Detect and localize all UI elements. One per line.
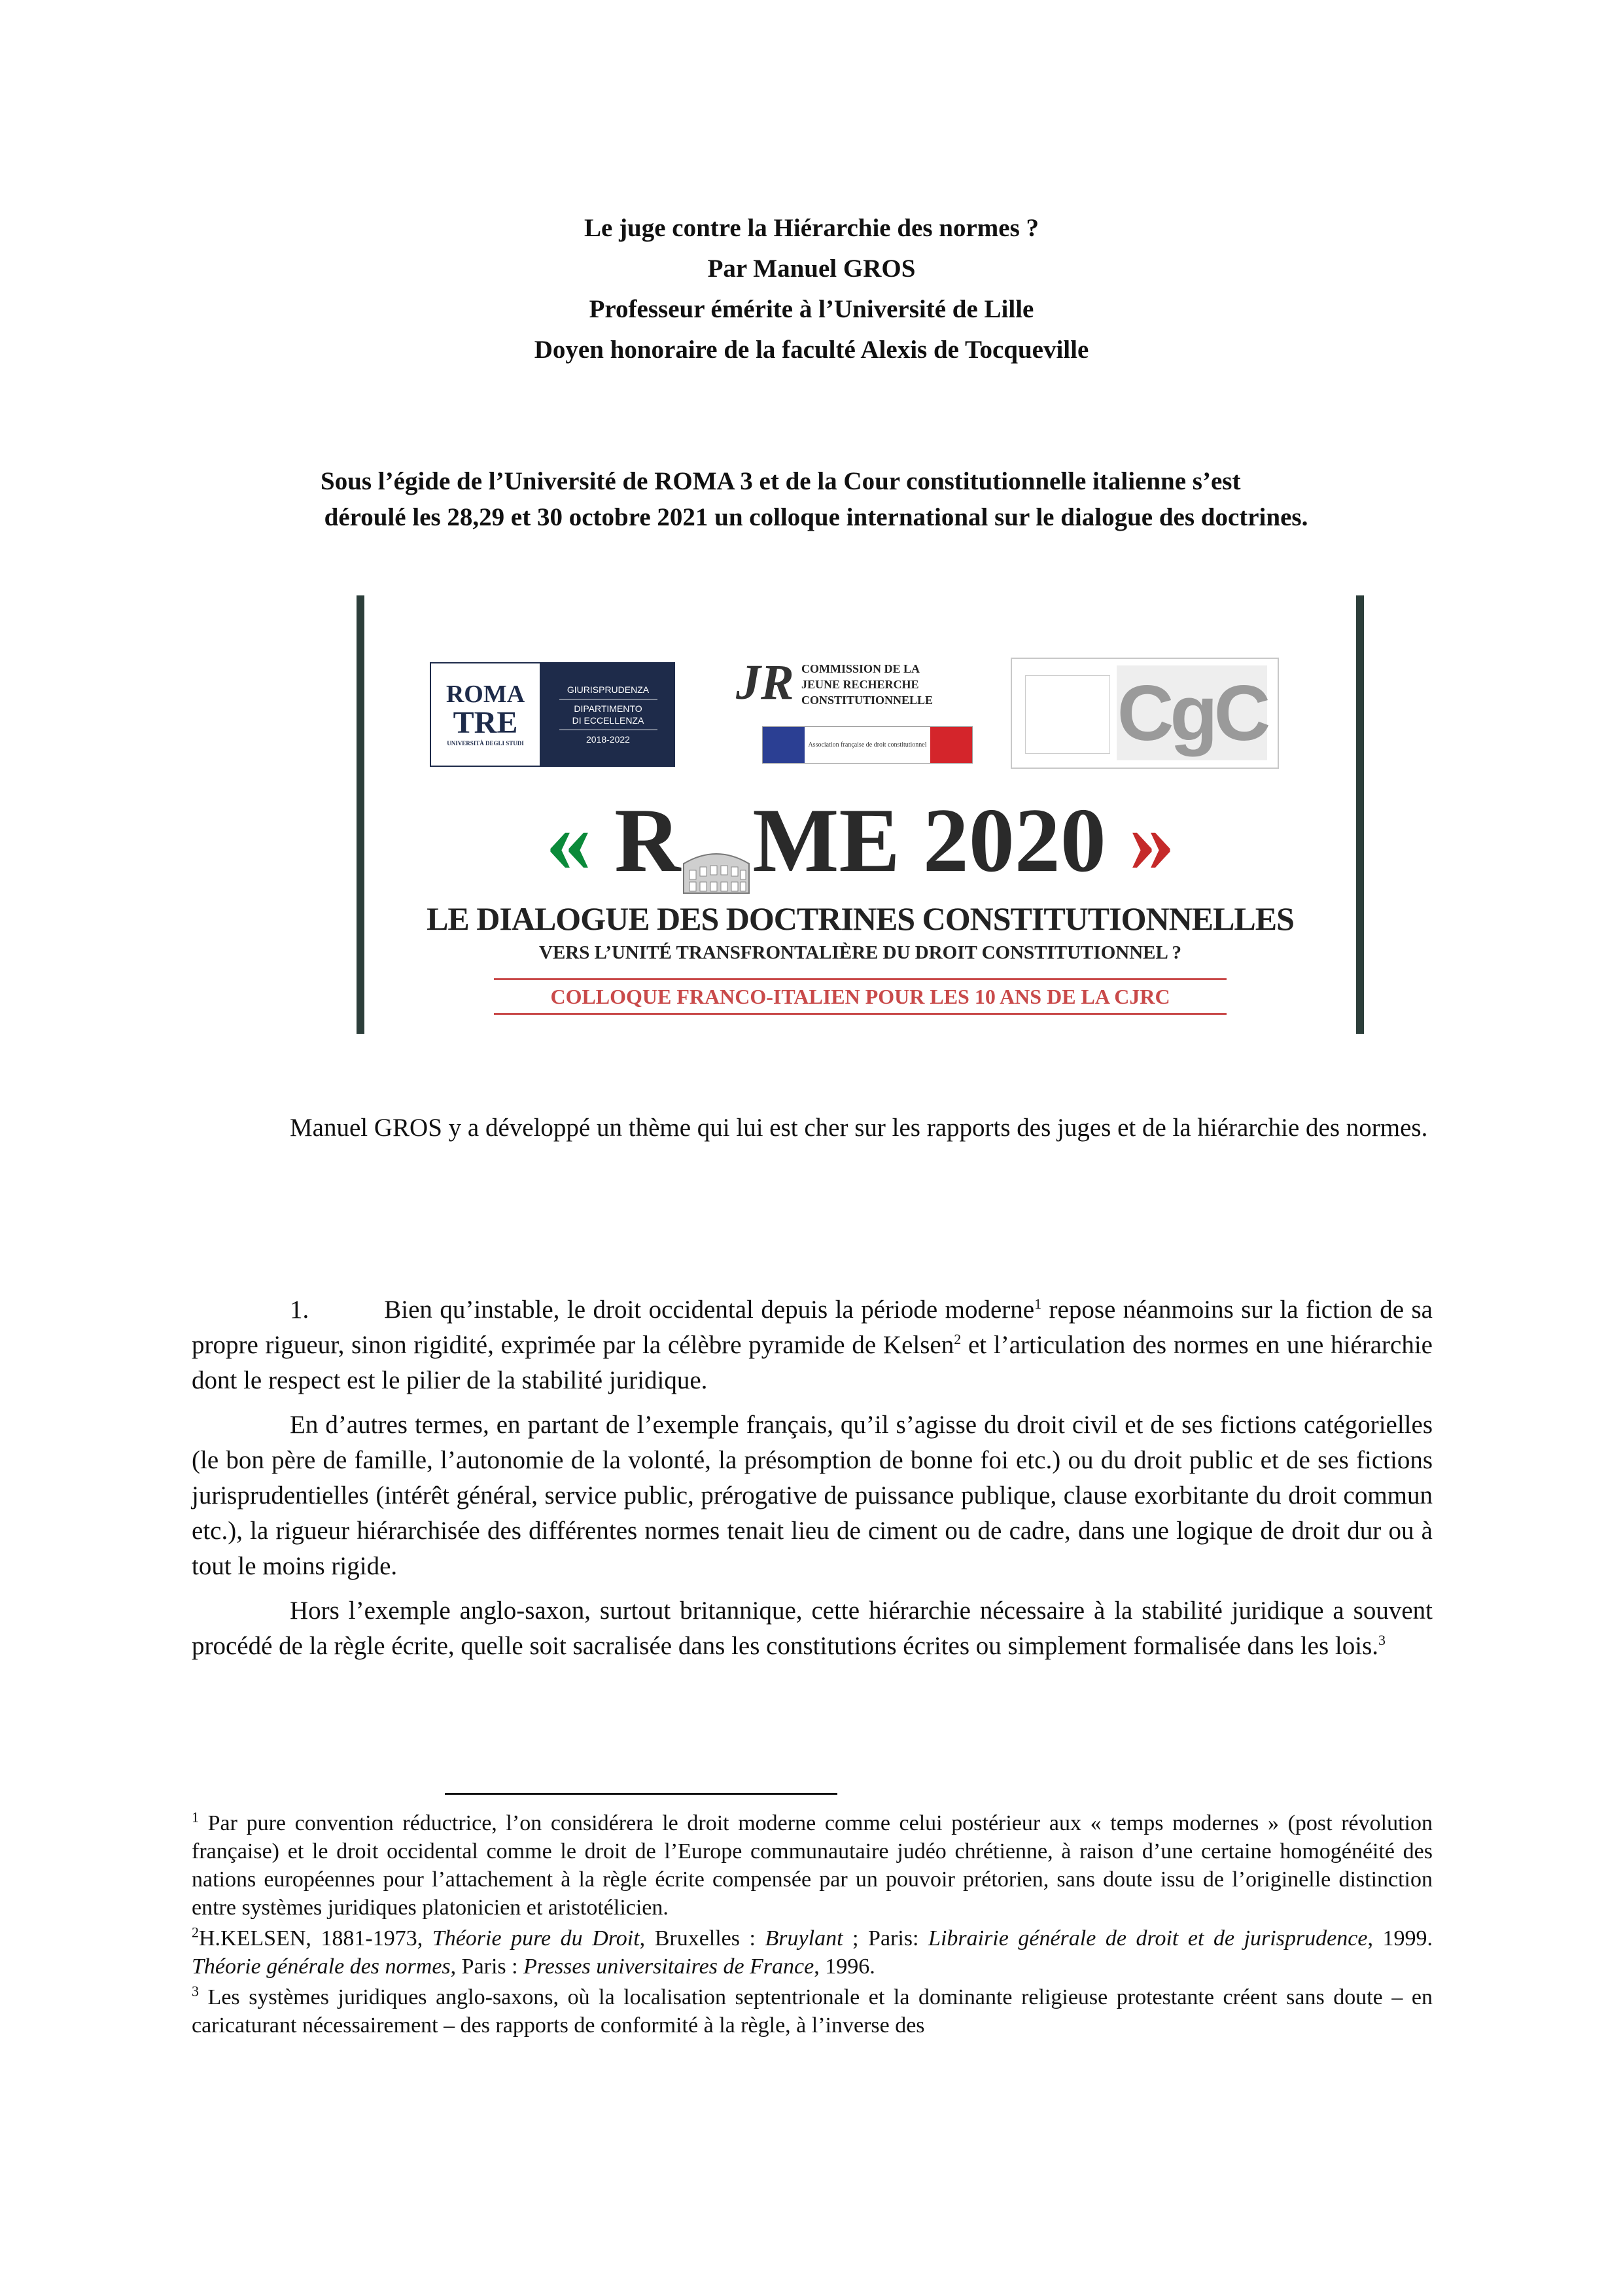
footnote-2: $^2$H.KELSEN, 1881-1973, Théorie pure du Droit, Bruxelles : Bruylant ; Paris: Librairie générale de droit et de jurisprudence, 1999. Théorie générale des normes, Paris : Presses universitaires de France, 1996. bbox=[192, 1924, 1433, 1979]
footnote-separator bbox=[445, 1793, 837, 1795]
author-line: Par Manuel GROS bbox=[707, 255, 916, 283]
section-number: 1. bbox=[290, 1296, 309, 1324]
intro-line-2-block bbox=[236, 499, 1397, 535]
footnotes bbox=[192, 1809, 1433, 2042]
footnote-ref-2[interactable]: 2 bbox=[954, 1331, 962, 1347]
universita-logo-text: UNIVERSITÀ DEGLI STUDI bbox=[447, 740, 524, 747]
colosseum-icon bbox=[680, 821, 752, 879]
roma-logo-text: ROMA bbox=[445, 680, 525, 708]
article-title: Le juge contre la Hiérarchie des normes ? bbox=[584, 214, 1039, 242]
footnote-3: $^3$ Les systèmes juridiques anglo-saxons, où la localisation septentrionale et la dominante religieuse protestante créent sans doute – en caricaturant nécessairement – des rapports de conformité à la règle, à l’inverse des bbox=[192, 1983, 1433, 2038]
tre-logo-text: TRE bbox=[453, 705, 518, 740]
footnote-ref-1[interactable]: 1 bbox=[1034, 1296, 1042, 1312]
conference-banner-image bbox=[357, 595, 1364, 1034]
footnote-1: $^1$ Par pure convention réductrice, l’on considérera le droit moderne comme celui postérieur aux « temps modernes » (post révolution française) et le droit occidental comme le droit de l’Europe communautaire judéo chrétienne, à raison d’une certaine homogénéité des nations européennes pour l’attachement à la règle écrite compensée par un pouvoir prétorien, sans doute issu de l’originelle distinction entre systèmes juridiques platonicien et aristotélicien. bbox=[192, 1809, 1433, 1920]
footnote-ref-3[interactable]: 3 bbox=[1378, 1632, 1386, 1648]
banner-colloque-line: COLLOQUE FRANCO-ITALIEN POUR LES 10 ANS DE LA CJRC bbox=[494, 978, 1227, 1015]
theme-paragraph: Manuel GROS y a développé un thème qui lui est cher sur les rapports des juges et de la hiérarchie des normes. bbox=[290, 1114, 1428, 1142]
section-1-paragraph-3: Hors l’exemple anglo-saxon, surtout britannique, cette hiérarchie nécessaire à la stabilité juridique a souvent procédé de la règle écrite, quelle soit sacralisée dans les constitutions écrites ou simplement formalisée dans les lois.$^3$ bbox=[192, 1597, 1433, 1660]
jr-monogram: JR bbox=[736, 655, 794, 710]
author-position: Professeur émérite à l’Université de Lille bbox=[589, 295, 1034, 323]
title-block bbox=[0, 208, 1623, 370]
section-1-paragraph-2: En d’autres termes, en partant de l’exemple français, qu’il s’agisse du droit civil et de ses fictions catégorielles (le bon père de famille, l’autonomie de la volonté, la présomption de bonne foi etc.) ou du droit public et de ses fictions jurisprudentielles (intérêt général, service public, prérogative de puissance publique, clause exorbitante du droit commun etc.), la rigueur hiérarchisée des différentes normes tenait lieu de ciment ou de cadre, dans une logique de droit dur ou à tout le moins rigide. bbox=[192, 1411, 1433, 1580]
afdc-flag-logo: Association française de droit constitutionnel bbox=[762, 726, 973, 764]
intro-line-2: déroulé les 28,29 et 30 octobre 2021 un colloque international sur le dialogue des doctrines. bbox=[324, 503, 1308, 531]
small-seal-logo bbox=[1025, 675, 1110, 754]
section-1 bbox=[192, 1292, 1433, 1664]
section-1-paragraph-1: 1. Bien qu’instable, le droit occidental depuis la période moderne$^1$ repose néanmoins sur la fiction de sa propre rigueur, sinon rigidité, exprimée par la célèbre pyramide de Kelsen$^2$ et l’articulation des normes en une hiérarchie dont le respect est le pilier de la stabilité juridique. bbox=[192, 1296, 1433, 1394]
intro-line-1: Sous l’égide de l’Université de ROMA 3 et de la Cour constitutionnelle italienne s’est bbox=[321, 467, 1241, 495]
cgc-logo bbox=[1011, 658, 1279, 769]
intro-paragraph bbox=[236, 463, 1397, 499]
cjrc-logo: JR COMMISSION DE LA JEUNE RECHERCHE CONSTITUTIONNELLE Association française de droit constitutionnel bbox=[736, 654, 998, 772]
banner-subtitle-line: VERS L’UNITÉ TRANSFRONTALIÈRE DU DROIT CONSTITUTIONNEL ? bbox=[539, 942, 1181, 963]
roma-tre-logo bbox=[430, 662, 675, 767]
theme-paragraph-block bbox=[192, 1110, 1433, 1146]
dipartimento-logo: GIURISPRUDENZA DIPARTIMENTO DI ECCELLENZA 2018-2022 bbox=[541, 662, 675, 767]
cgc-logo-text: CgC bbox=[1117, 669, 1267, 757]
banner-dialogue-line: LE DIALOGUE DES DOCTRINES CONSTITUTIONNELLES bbox=[427, 900, 1294, 937]
rome-2020-title: « R ME 2020 » bbox=[357, 792, 1364, 890]
author-honorary-title: Doyen honoraire de la faculté Alexis de Tocqueville bbox=[534, 336, 1089, 364]
